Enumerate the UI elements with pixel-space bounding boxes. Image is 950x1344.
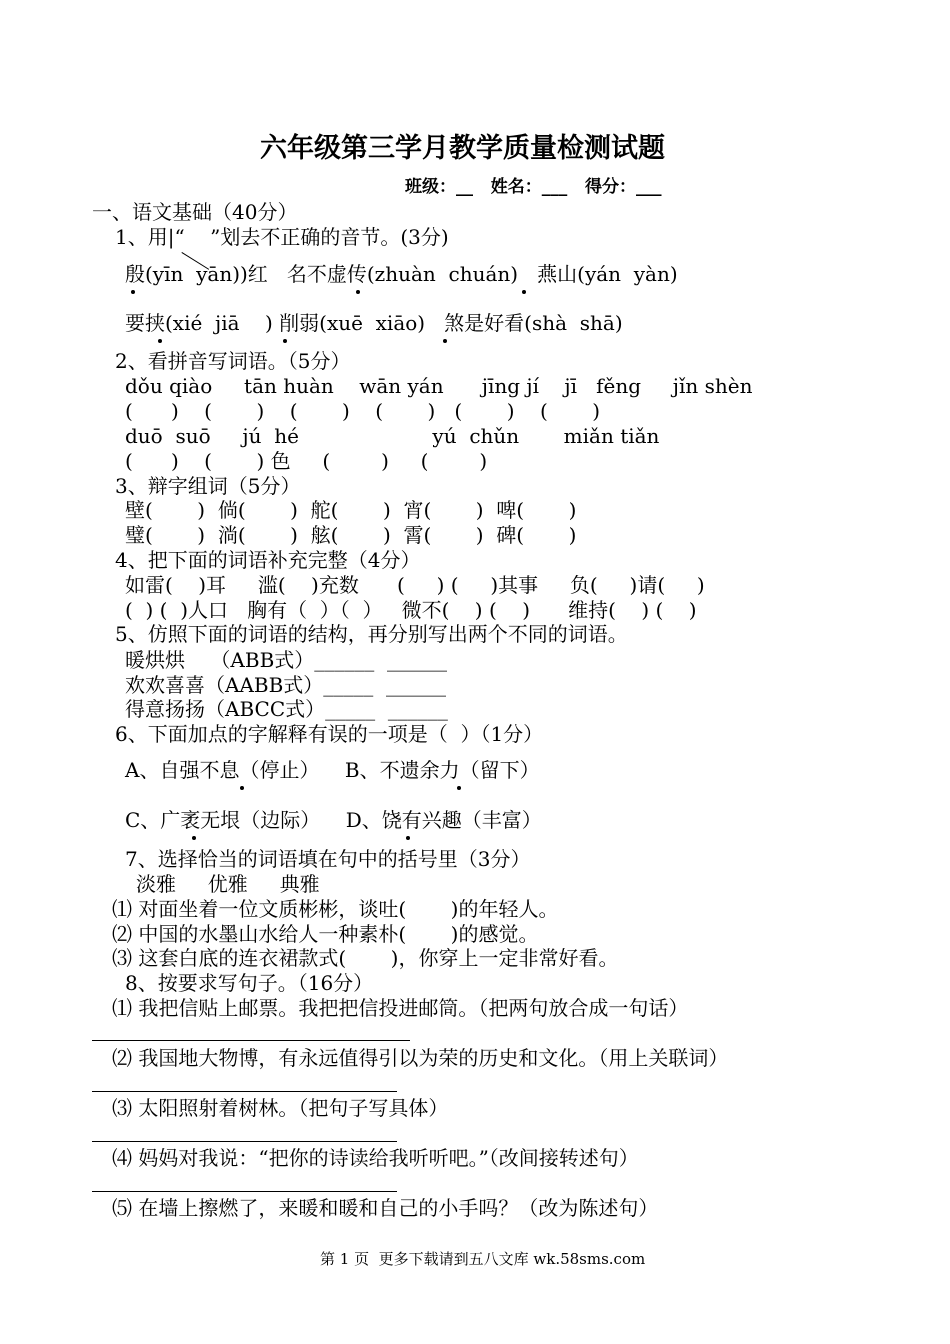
question-8-sentence-5: ⑸ 在墙上擦燃了，来暖和暖和自己的小手吗？（改为陈述句） [112, 1196, 659, 1220]
question-8-sentence-1: ⑴ 我把信贴上邮票。我把把信投进邮筒。（把两句放合成一句话） [112, 996, 689, 1020]
emphasis-dot [158, 339, 162, 343]
emphasis-dot [283, 339, 287, 343]
question-5-row-2: 欢欢喜喜（AABB式）_____ ______ [125, 673, 446, 697]
question-7-prompt: 7、选择恰当的词语填在句中的括号里（3分） [125, 847, 531, 871]
emphasis-dot [192, 836, 196, 840]
question-2-pinyin-row-2: duō suō jú hé yú chǔn miǎn tiǎn [125, 424, 660, 448]
section-heading: 一、语文基础（40分） [92, 200, 298, 224]
question-3-row-2: 璧( ) 淌( ) 舷( ) 霄( ) 碑( ) [125, 523, 577, 547]
question-2-pinyin-row-1: dǒu qiào tān huàn wān yán jīng jí jī fěng jǐn shèn [125, 374, 753, 398]
emphasis-dot [131, 290, 135, 294]
question-7-sentence-2: ⑵ 中国的水墨山水给人一种素朴( )的感觉。 [112, 922, 539, 946]
question-4-row-1: 如雷( )耳 滥( )充数 ( ) ( )其事 负( )请( ) [125, 573, 705, 597]
question-7-word-bank: 淡雅 优雅 典雅 [136, 872, 320, 896]
emphasis-dot [457, 786, 461, 790]
question-3-prompt: 3、辩字组词（5分） [115, 474, 301, 498]
emphasis-dot [240, 786, 244, 790]
question-8-sentence-2: ⑵ 我国地大物博，有永远值得引以为荣的历史和文化。（用上关联词） [112, 1046, 729, 1070]
question-8-prompt: 8、按要求写句子。（16分） [125, 971, 374, 995]
question-2-blanks-row-2: ( ) ( ) 色 ( ) ( ) [125, 449, 488, 473]
question-1-row-1: 殷(yīn yān))红 名不虚传(zhuàn chuán) 燕山(yán yàn) [125, 262, 678, 286]
answer-line[interactable] [92, 1040, 410, 1041]
answer-line[interactable] [92, 1191, 397, 1192]
question-8-sentence-4: ⑷ 妈妈对我说：“把你的诗读给我听听吧。”（改间接转述句） [112, 1146, 639, 1170]
emphasis-dot [443, 339, 447, 343]
emphasis-dot [356, 290, 360, 294]
question-4-prompt: 4、把下面的词语补充完整（4分） [115, 548, 421, 572]
question-5-prompt: 5、仿照下面的词语的结构，再分别写出两个不同的词语。 [115, 622, 628, 646]
question-6-options-c-d: C、广袤无垠（边际） D、饶有兴趣（丰富） [125, 808, 542, 832]
question-7-sentence-1: ⑴ 对面坐着一位文质彬彬，谈吐( )的年轻人。 [112, 897, 559, 921]
answer-line[interactable] [92, 1091, 397, 1092]
question-3-row-1: 壁( ) 倘( ) 舵( ) 宵( ) 啤( ) [125, 498, 577, 522]
question-5-row-1: 暖烘烘 （ABB式）______ ______ [125, 648, 447, 672]
page-title: 六年级第三学月教学质量检测试题 [260, 133, 665, 164]
question-8-sentence-3: ⑶ 太阳照射着树林。（把句子写具体） [112, 1096, 449, 1120]
emphasis-dot [406, 836, 410, 840]
question-1-prompt: 1、用|“ ”划去不正确的音节。(3分) [115, 225, 449, 249]
question-2-prompt: 2、看拼音写词语。（5分） [115, 349, 351, 373]
question-1-row-2: 要挟(xié jiā ) 削弱(xuē xiāo) 煞是好看(shà shā) [125, 311, 623, 335]
question-2-blanks-row-1: ( ) ( ) ( ) ( ) ( ) ( ) [125, 399, 601, 423]
question-7-sentence-3: ⑶ 这套白底的连衣裙款式( )，你穿上一定非常好看。 [112, 946, 619, 970]
question-4-row-2: ( ) ( )人口 胸有（ ）（ ） 微不( ) ( ) 维持( ) ( ) [125, 598, 697, 622]
question-6-options-a-b: A、自强不息（停止） B、不遗余力（留下） [125, 758, 540, 782]
emphasis-dot [522, 290, 526, 294]
answer-line[interactable] [92, 1141, 397, 1142]
question-5-row-3: 得意扬扬（ABCC式）_____ ______ [125, 697, 448, 721]
page-footer: 第 1 页 更多下载请到五八文库 wk.58sms.com [320, 1250, 646, 1268]
student-info-fields: 班级：__ 姓名：___ 得分：___ [405, 177, 662, 197]
question-6-prompt: 6、下面加点的字解释有误的一项是（ ）（1分） [115, 722, 544, 746]
